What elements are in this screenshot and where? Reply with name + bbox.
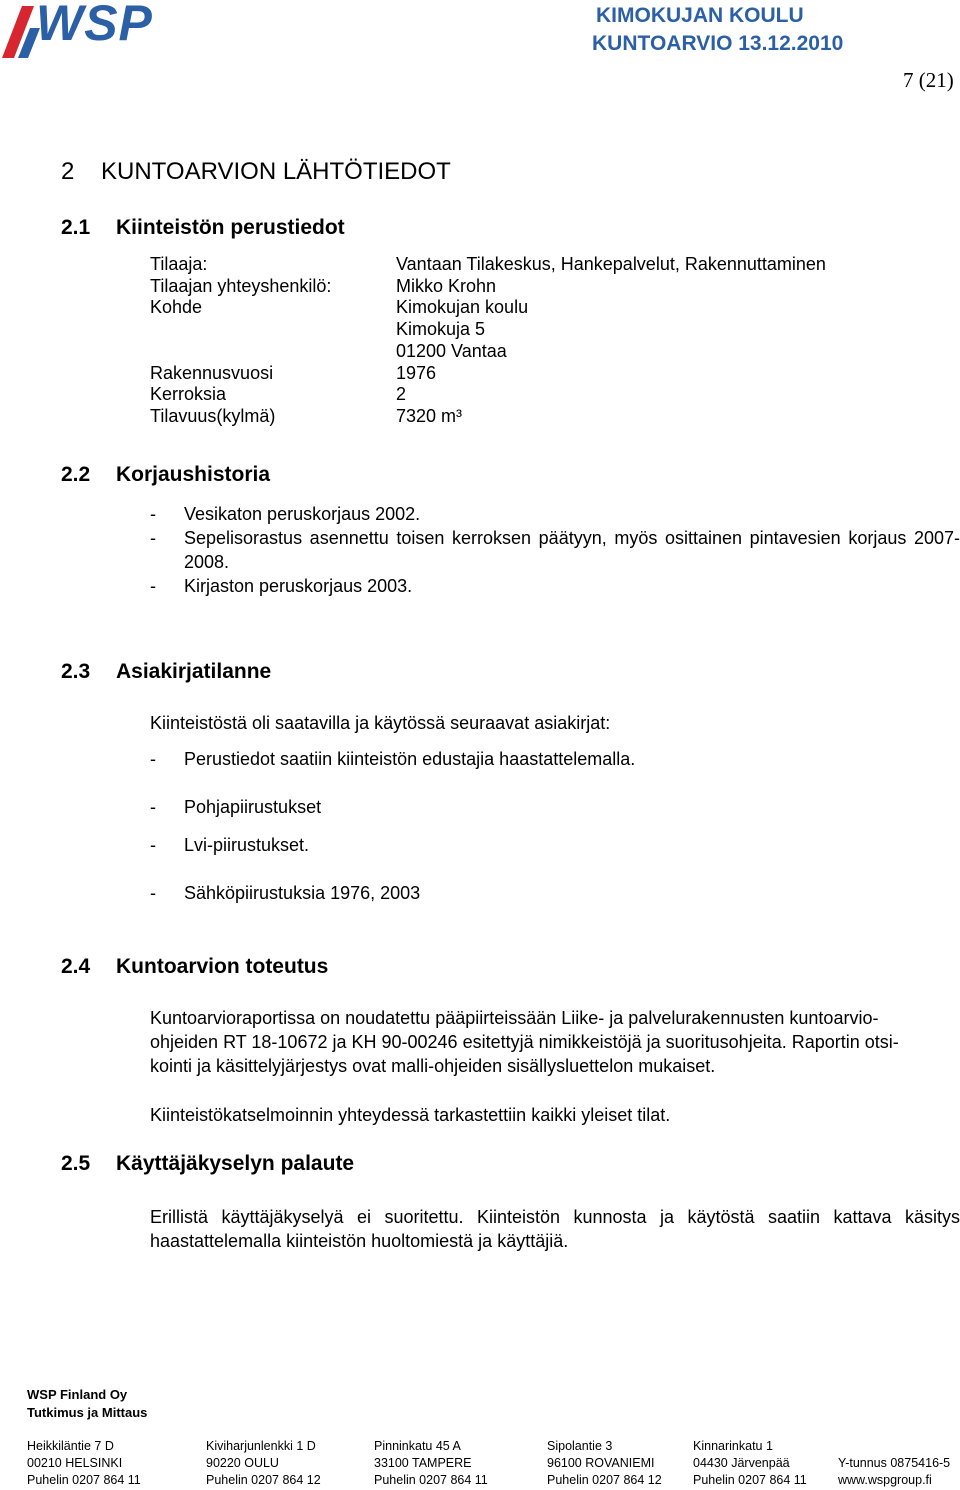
footer-company-info [838,1438,950,1489]
info-row [150,384,826,406]
document-subtitle: KUNTOARVIO 13.12.2010 [592,32,844,55]
list-item-text: Lvi-piirustukset. [184,835,310,855]
footer-company: WSP Finland Oy [27,1387,128,1402]
list-item: - Pohjapiirustukset [150,797,322,817]
info-row [150,363,826,385]
list-item: - Lvi-piirustukset. [150,835,310,855]
footer-postcode: 33100 TAMPERE [374,1456,472,1470]
footer-office-jarvenpaa [693,1438,807,1489]
footer-business-id: Y-tunnus 0875416-5 [838,1456,951,1470]
heading-text: Asiakirjatilanne [116,660,272,683]
list-item-text: Kirjaston peruskorjaus 2003. [184,576,413,596]
list-item-text: Sepelisorastus asennettu toisen kerroksen päätyyn, myös osittainen pintavesien korjaus 2007-2008. [184,528,960,572]
info-label: Tilaaja: [150,254,208,274]
info-row [150,406,826,428]
repair-history-list [150,502,960,598]
heading-text: Kuntoarvion toteutus [116,955,329,978]
list-item: - Kirjaston peruskorjaus 2003. [150,576,413,596]
heading-text: Kiinteistön perustiedot [116,216,345,239]
info-value: 1976 [396,362,437,383]
footer-address: Kinnarinkatu 1 [693,1439,773,1453]
heading-text: Käyttäjäkyselyn palaute [116,1152,355,1175]
property-info-table [150,254,826,428]
info-label: Tilaajan yhteyshenkilö: [150,275,332,296]
info-value: 01200 Vantaa [396,340,507,361]
footer-phone: Puhelin 0207 864 11 [27,1473,141,1487]
footer-phone: Puhelin 0207 864 11 [693,1473,807,1487]
paragraph-line: kointi ja käsittelyjärjestys ovat malli-ohjeiden sisällysluettelon mukaiset. [150,1056,716,1076]
heading-section-2 [61,158,451,186]
heading-section-2-5 [61,1152,354,1176]
paragraph-line: Kuntoarvioraportissa on noudatettu pääpiirteissään Liike- ja palvelurakennusten kuntoarvio- [150,1008,879,1028]
info-label: Tilavuus(kylmä) [150,405,276,426]
list-item: - Vesikaton peruskorjaus 2002. [150,504,421,524]
footer-office-helsinki [27,1438,141,1489]
heading-section-2-2 [61,463,270,487]
heading-number: 2.3 [61,660,91,683]
heading-section-2-3 [61,660,271,684]
heading-number: 2.1 [61,216,91,239]
heading-number: 2.5 [61,1152,91,1175]
list-item: - Perustiedot saatiin kiinteistön edustajia haastattelemalla. [150,749,636,769]
footer-phone: Puhelin 0207 864 12 [206,1473,321,1487]
info-row [150,297,826,319]
list-item-text: Pohjapiirustukset [184,797,322,817]
footer-address: Sipolantie 3 [547,1439,613,1453]
heading-text: Korjaushistoria [116,463,271,486]
info-row [150,276,826,298]
info-row [150,254,826,276]
documents-intro: Kiinteistöstä oli saatavilla ja käytössä seuraavat asiakirjat: [150,713,611,733]
footer-address: Heikkiläntie 7 D [27,1439,114,1453]
list-item: - Sähköpiirustuksia 1976, 2003 [150,883,421,903]
implementation-paragraph [150,1006,940,1078]
list-item-text: Perustiedot saatiin kiinteistön edustajia haastattelemalla. [184,749,636,769]
footer-office-oulu [206,1438,321,1489]
list-item-text: Sähköpiirustuksia 1976, 2003 [184,883,421,903]
list-item-text: Vesikaton peruskorjaus 2002. [184,504,421,524]
info-value: Kimokuja 5 [396,319,486,340]
heading-text: KUNTOARVION LÄHTÖTIEDOT [101,158,451,185]
info-label: Rakennusvuosi [150,362,274,383]
wsp-logo [0,0,195,62]
heading-section-2-4 [61,955,328,979]
footer-website-link[interactable]: www.wspgroup.fi [838,1473,932,1487]
info-label: Kerroksia [150,384,227,405]
footer-phone: Puhelin 0207 864 11 [374,1473,488,1487]
footer-blank [838,1438,950,1455]
heading-number: 2.4 [61,955,91,978]
heading-number: 2.2 [61,463,91,486]
user-feedback-paragraph: Erillistä käyttäjäkyselyä ei suoritettu. Kiinteistön kunnosta ja käytöstä saatiin kattava käsitys haastattelemalla kiinteistön huoltomiestä ja käyttäjiä. [150,1207,960,1251]
footer-office-rovaniemi [547,1438,662,1489]
footer-postcode: 96100 ROVANIEMI [547,1456,655,1470]
info-value: 7320 m³ [396,405,463,426]
heading-number: 2 [61,158,75,185]
paragraph-line: ohjeiden RT 18-10672 ja KH 90-00246 esitettyjä nimikkeistöjä ja suoritusohjeita. Raportin otsi- [150,1032,899,1052]
info-value: 2 [396,384,407,405]
page-number: 7 (21) [903,68,954,92]
footer-office-tampere [374,1438,488,1489]
logo-text: WSP [36,0,153,51]
info-row [150,319,826,341]
heading-section-2-1 [61,216,345,240]
footer-unit: Tutkimus ja Mittaus [27,1405,148,1420]
footer-postcode: 90220 OULU [206,1456,279,1470]
info-label: Kohde [150,297,203,318]
footer-address: Pinninkatu 45 A [374,1439,461,1453]
info-value: Kimokujan koulu [396,297,529,318]
footer-phone: Puhelin 0207 864 12 [547,1473,662,1487]
info-row [150,341,826,363]
info-value: Mikko Krohn [396,275,497,296]
footer-postcode: 04430 Järvenpää [693,1456,790,1470]
document-title: KIMOKUJAN KOULU [596,4,804,27]
info-value: Vantaan Tilakeskus, Hankepalvelut, Rakennuttaminen [396,254,826,274]
footer-postcode: 00210 HELSINKI [27,1456,123,1470]
list-item: - Sepelisorastus asennettu toisen kerroksen päätyyn, myös osittainen pintavesien korjaus 2007-2008. [150,528,960,572]
inspection-paragraph: Kiinteistökatselmoinnin yhteydessä tarkastettiin kaikki yleiset tilat. [150,1105,671,1125]
footer-address: Kiviharjunlenkki 1 D [206,1439,316,1453]
